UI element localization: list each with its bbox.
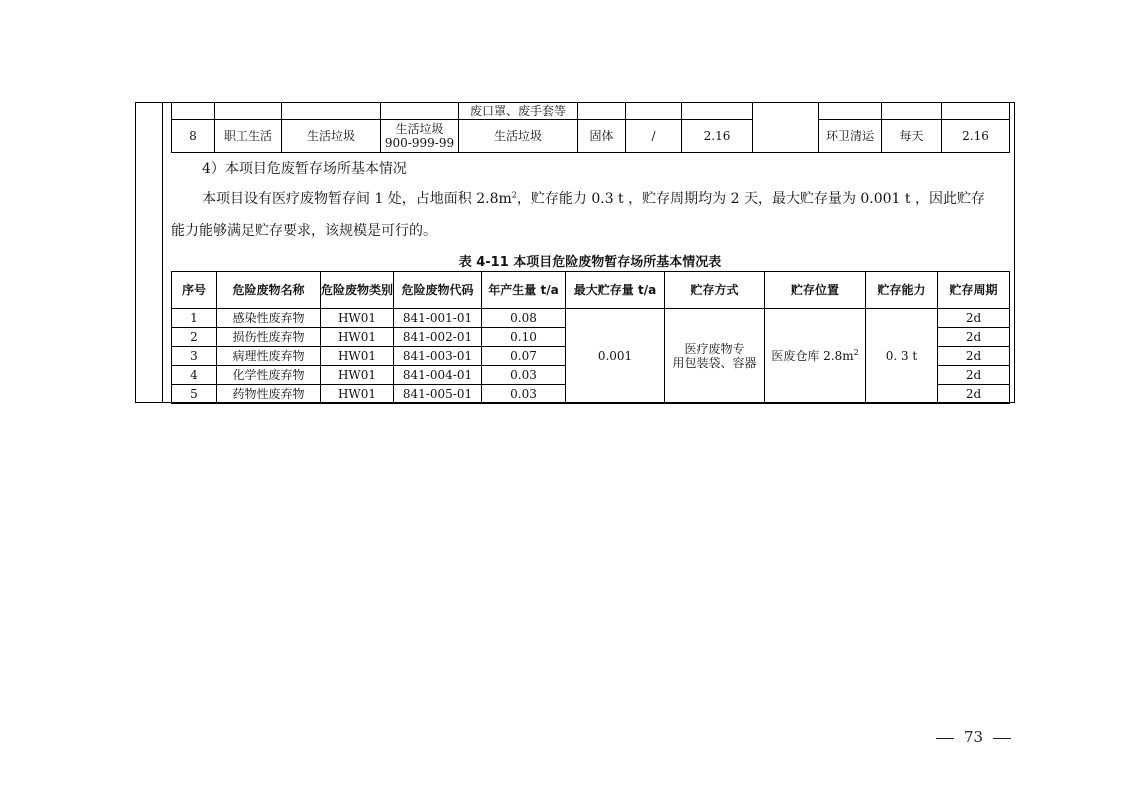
table-cell: [172, 102, 215, 120]
period-cell: 2d: [938, 309, 1010, 328]
disposal-cell: 环卫清运: [819, 120, 882, 153]
header-period: 贮存周期: [938, 272, 1010, 309]
period-cell: 2d: [938, 347, 1010, 366]
table-cell: 废口罩、废手套等: [459, 102, 578, 120]
code-cell: 841-002-01: [394, 328, 482, 347]
code-cell: 841-005-01: [394, 385, 482, 404]
table-cell: [753, 102, 819, 153]
category-cell: HW01: [321, 366, 394, 385]
table-row: [172, 309, 1010, 328]
table-cell: [819, 102, 882, 120]
seq-cell: 5: [172, 385, 217, 404]
quantity-cell: 2.16: [942, 120, 1010, 153]
frame-divider: [162, 102, 163, 403]
code-cell: 841-004-01: [394, 366, 482, 385]
source-cell: 职工生活: [215, 120, 282, 153]
dash-left: [936, 738, 954, 739]
superscript: 2: [853, 348, 859, 357]
method-cell: [665, 309, 765, 404]
header-capacity: 贮存能力: [866, 272, 938, 309]
period-cell: 2d: [938, 328, 1010, 347]
form-cell: 固体: [578, 120, 626, 153]
annual-cell: 0.03: [482, 385, 566, 404]
category-cell: HW01: [321, 347, 394, 366]
period-cell: 2d: [938, 366, 1010, 385]
seq-cell: 3: [172, 347, 217, 366]
table-cell: [215, 102, 282, 120]
name-cell: 病理性废弃物: [217, 347, 321, 366]
page-number-text: 73: [964, 728, 984, 746]
code-cell: 841-003-01: [394, 347, 482, 366]
header-row: [172, 272, 1010, 309]
code-cell: 841-001-01: [394, 309, 482, 328]
waste-continuation-table: [171, 102, 1010, 153]
table-row: [172, 102, 1010, 120]
seq-cell: 4: [172, 366, 217, 385]
table-cell: [578, 102, 626, 120]
table-cell: [942, 102, 1010, 120]
name-cell: 感染性废弃物: [217, 309, 321, 328]
header-name: 危险废物名称: [217, 272, 321, 309]
header-seq: 序号: [172, 272, 217, 309]
max-storage-cell: 0.001: [566, 309, 665, 404]
annual-cell: 0.07: [482, 347, 566, 366]
hazardous-waste-storage-table: [171, 271, 1010, 404]
category-cell: HW01: [321, 309, 394, 328]
header-annual: 年产生量 t/a: [482, 272, 566, 309]
section-heading: 4）本项目危废暂存场所基本情况: [202, 161, 407, 177]
page-number: [926, 728, 1021, 746]
table-row: [172, 120, 1010, 153]
paragraph-text: 本项目设有医疗废物暂存间 1 处，占地面积 2.8m: [202, 191, 512, 207]
amount-cell: 2.16: [682, 120, 753, 153]
category-cell: HW01: [321, 328, 394, 347]
method-line1: 医疗废物专: [684, 342, 745, 356]
name-cell: 损伤性废弃物: [217, 328, 321, 347]
table-cell: [381, 102, 459, 120]
method-line2: 用包装袋、容器: [672, 356, 757, 370]
category-line1: 生活垃圾: [395, 122, 444, 136]
table-cell: [282, 102, 381, 120]
header-method: 贮存方式: [665, 272, 765, 309]
header-max-storage: 最大贮存量 t/a: [566, 272, 665, 309]
category-cell: HW01: [321, 385, 394, 404]
capacity-cell: 0. 3 t: [866, 309, 938, 404]
category-line2: 900-999-99: [384, 136, 455, 150]
table-cell: [682, 102, 753, 120]
annual-cell: 0.03: [482, 366, 566, 385]
paragraph-line-1: [202, 189, 1012, 209]
name-cell: 药物性废弃物: [217, 385, 321, 404]
table-caption: 表 4-11 本项目危险废物暂存场所基本情况表: [458, 255, 722, 270]
component-cell: 生活垃圾: [459, 120, 578, 153]
seq-cell: 2: [172, 328, 217, 347]
annual-cell: 0.10: [482, 328, 566, 347]
annual-cell: 0.08: [482, 309, 566, 328]
header-category: 危险废物类别: [321, 272, 394, 309]
table-cell: [626, 102, 682, 120]
header-location: 贮存位置: [765, 272, 866, 309]
table-cell: [882, 102, 942, 120]
paragraph-text: ，贮存能力 0.3 t ，贮存周期均为 2 天，最大贮存量为 0.001 t ，因此贮存: [516, 191, 985, 207]
dash-right: [993, 738, 1011, 739]
frequency-cell: 每天: [882, 120, 942, 153]
location-text: 医废仓库 2.8m: [771, 349, 854, 363]
seq-cell: 1: [172, 309, 217, 328]
location-cell: [765, 309, 866, 404]
period-cell: 2d: [938, 385, 1010, 404]
name-cell: 生活垃圾: [282, 120, 381, 153]
seq-cell: 8: [172, 120, 215, 153]
category-cell: [381, 120, 459, 153]
hazard-cell: /: [626, 120, 682, 153]
superscript: 2: [511, 190, 517, 200]
name-cell: 化学性废弃物: [217, 366, 321, 385]
paragraph-line-2: 能力能够满足贮存要求，该规模是可行的。: [171, 223, 437, 239]
header-code: 危险废物代码: [394, 272, 482, 309]
